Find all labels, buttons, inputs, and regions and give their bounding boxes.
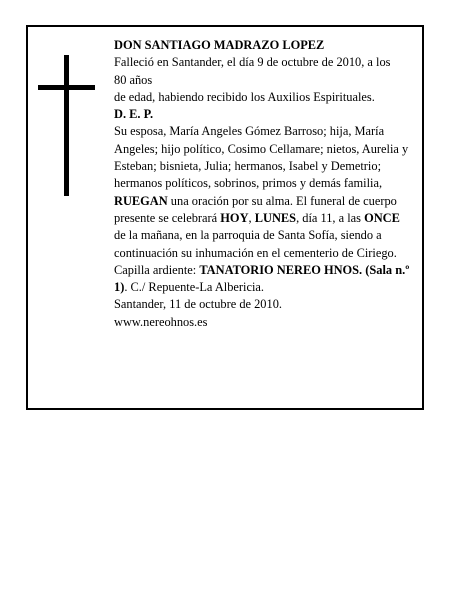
lunes-word: LUNES — [254, 210, 297, 225]
cross-horizontal-bar — [38, 85, 95, 90]
death-line-2: 80 años — [114, 72, 153, 87]
obituary-text — [114, 37, 414, 331]
tanatorio-name: TANATORIO NEREO HNOS. — [199, 262, 363, 277]
cross-vertical-bar — [64, 55, 69, 196]
date-line: Santander, 11 de octubre de 2010. — [114, 297, 282, 312]
death-line-3: de edad, habiendo recibido los Auxilios Espirituales. — [114, 89, 375, 104]
ruegan-word: RUEGAN — [114, 193, 168, 208]
dep-line: D. E. P. — [114, 107, 154, 122]
chapel-paragraph: Capilla ardiente: TANATORIO NEREO HNOS. (Sala n.º 1). C./ Repuente-La Albericia. — [114, 262, 410, 295]
funeral-paragraph: RUEGAN una oración por su alma. El funeral de cuerpo presente se celebrará HOY, LUNES, día 11, a las ONCE de la mañana, en la parroquia de Santa Sofía, siendo a continuación su inhumación en el cementerio de Ciriego. — [114, 193, 400, 260]
once-word: ONCE — [364, 210, 400, 225]
sala-number: (Sala n.º 1) — [114, 262, 410, 295]
website-link[interactable]: www.nereohnos.es — [114, 314, 208, 329]
death-line-1: Falleció en Santander, el día 9 de octubre de 2010, a los — [114, 55, 391, 70]
hoy-word: HOY — [220, 210, 249, 225]
family-paragraph: Su esposa, María Angeles Gómez Barroso; hija, María Angeles; hijo político, Cosimo Cellamare; nietos, Aurelia y Esteban; bisnieta, Julia; hermanos, Isabel y Demetrio; hermanos políticos, sobrinos, primos y demás familia, — [114, 124, 409, 191]
deceased-name: DON SANTIAGO MADRAZO LOPEZ — [114, 38, 325, 52]
